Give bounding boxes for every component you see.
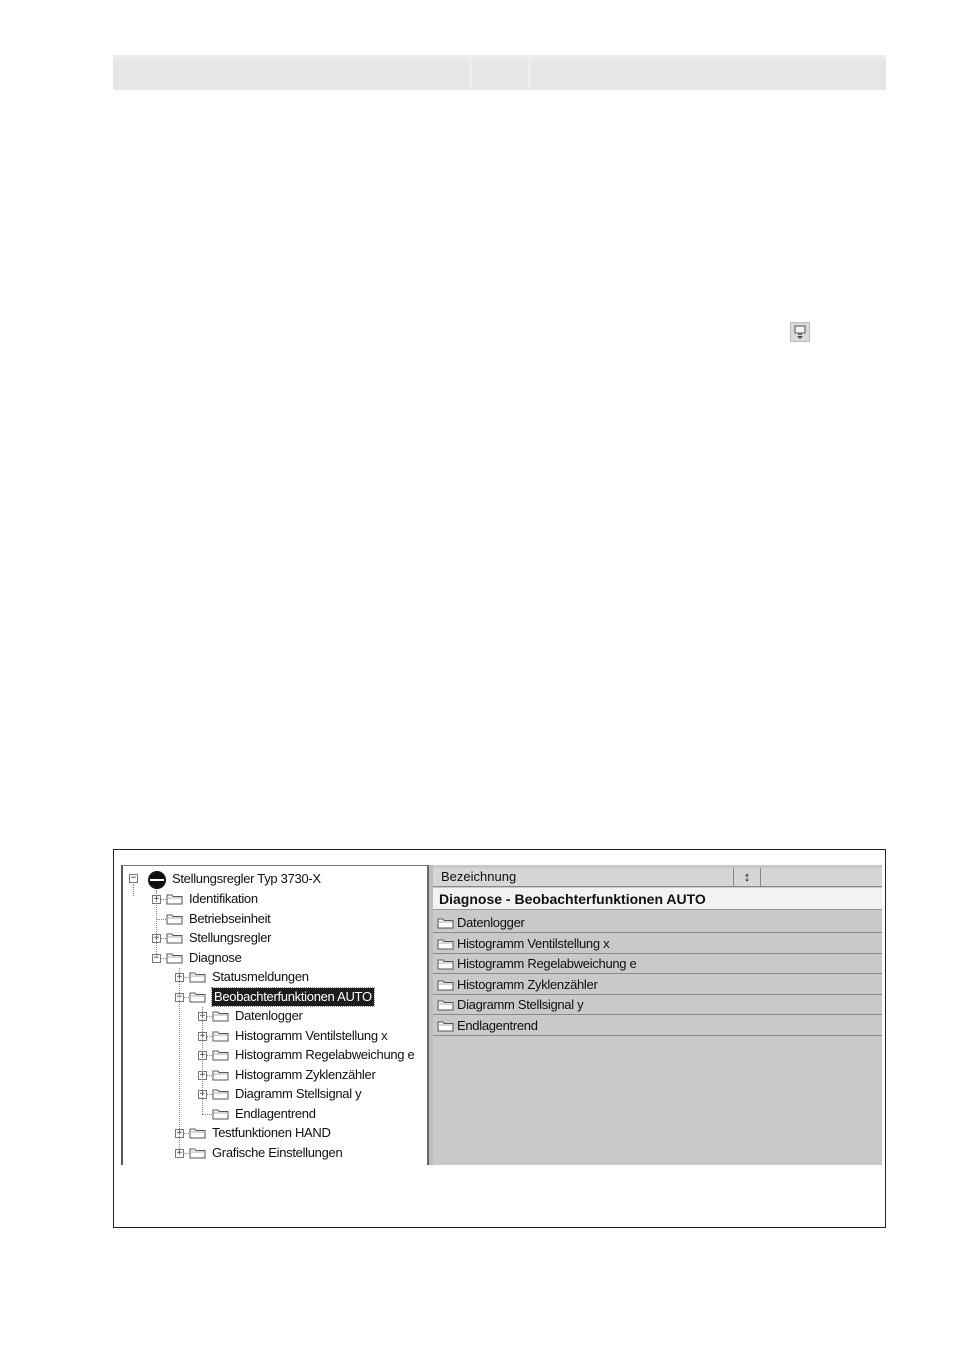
folder-icon — [212, 1108, 230, 1120]
folder-icon — [212, 1049, 230, 1061]
expand-icon[interactable]: + — [199, 1069, 206, 1080]
folder-icon — [189, 991, 207, 1003]
expand-icon[interactable]: + — [199, 1050, 206, 1060]
sort-icon[interactable]: ↕ — [734, 868, 761, 886]
collapse-icon[interactable]: − — [176, 991, 183, 1002]
expand-icon[interactable]: + — [199, 1030, 206, 1041]
tree-item-label: Betriebseinheit — [189, 910, 271, 926]
folder-icon — [437, 979, 455, 991]
folder-icon — [166, 913, 184, 925]
expand-icon[interactable]: + — [176, 972, 183, 982]
list-item-label: Histogramm Regelabweichung e — [457, 956, 637, 972]
computer-icon — [790, 322, 810, 342]
tree-item-label: Endlagentrend — [235, 1105, 316, 1121]
column-header-bar — [433, 868, 882, 887]
screenshot-figure — [113, 849, 886, 1228]
collapse-icon[interactable]: − — [130, 873, 137, 883]
folder-icon — [166, 952, 184, 964]
expand-icon[interactable]: + — [199, 1011, 206, 1021]
tree-item-label: Diagramm Stellsignal y — [235, 1086, 362, 1101]
list-item[interactable] — [433, 913, 882, 933]
expand-icon[interactable]: + — [153, 894, 160, 904]
folder-icon — [437, 999, 455, 1011]
tree-item-label: Stellungsregler — [189, 930, 272, 945]
folder-icon — [189, 1127, 207, 1139]
tree-line — [179, 968, 180, 1153]
content-title: Diagnose - Beobachterfunktionen AUTO — [433, 888, 882, 910]
tree-item-label: Histogramm Ventilstellung x — [235, 1027, 388, 1043]
device-logo-icon — [147, 870, 167, 890]
tree-item-label: Histogramm Regelabweichung e — [235, 1047, 415, 1062]
content-pane — [433, 865, 882, 1165]
list-item[interactable] — [433, 954, 882, 974]
folder-icon — [189, 1147, 207, 1159]
header-divider — [470, 61, 471, 90]
folder-icon — [212, 1069, 230, 1081]
list-item-label: Diagramm Stellsignal y — [457, 997, 584, 1013]
tree-item-label: Testfunktionen HAND — [212, 1125, 331, 1140]
list-item[interactable] — [433, 995, 882, 1015]
tree-item-label: Identifikation — [189, 891, 258, 906]
folder-icon — [212, 1010, 230, 1022]
navigation-tree[interactable]: − Stellungsregler Typ 3730-X Identifikation Betriebseinheit Stellungsregler Diagnose Statusmeldungen Beobachterfunktionen AUTO Datenlogger Histogramm Ventilstellung x Histogramm Regelabweichung e Histogramm Zyklenzähler Diagramm Stellsignal y Endlagentrend Testfunktionen HAND Grafische Einstellungen + + − + − + + + + + + + — [121, 865, 427, 1165]
column-header-bezeichnung[interactable]: Bezeichnung — [433, 868, 734, 886]
folder-icon — [166, 893, 184, 905]
tree-line — [202, 1007, 203, 1114]
expand-icon[interactable]: + — [199, 1089, 206, 1099]
tree-item-label: Datenlogger — [235, 1008, 303, 1023]
folder-icon — [437, 958, 455, 970]
tree-item-label: Statusmeldungen — [212, 969, 309, 984]
header-divider — [529, 61, 530, 90]
tree-item-label: Diagnose — [189, 949, 242, 965]
folder-icon — [189, 971, 207, 983]
header-band — [113, 55, 886, 90]
tree-line — [133, 884, 134, 896]
collapse-icon[interactable]: − — [153, 952, 160, 963]
folder-icon — [437, 938, 455, 950]
expand-icon[interactable]: + — [176, 1128, 183, 1138]
folder-icon — [437, 1020, 455, 1032]
list-item[interactable] — [433, 975, 882, 995]
tree-item-label: Beobachterfunktionen AUTO — [214, 988, 372, 1004]
list-item[interactable] — [433, 1016, 882, 1036]
expand-icon[interactable]: + — [153, 933, 160, 943]
list-item-label: Datenlogger — [457, 915, 525, 930]
header-band-inner — [113, 61, 886, 90]
tree-item-label: Grafische Einstellungen — [212, 1144, 343, 1160]
expand-icon[interactable]: + — [176, 1147, 183, 1158]
folder-icon — [166, 932, 184, 944]
folder-icon — [212, 1088, 230, 1100]
tree-item-label: Histogramm Zyklenzähler — [235, 1066, 376, 1082]
list-item-label: Histogramm Ventilstellung x — [457, 935, 610, 951]
list-item-label: Histogramm Zyklenzähler — [457, 976, 598, 992]
folder-icon — [212, 1030, 230, 1042]
folder-icon — [437, 917, 455, 929]
tree-line — [156, 890, 157, 958]
application-window — [121, 865, 882, 1165]
list-item[interactable] — [433, 934, 882, 954]
list-item-label: Endlagentrend — [457, 1018, 538, 1033]
